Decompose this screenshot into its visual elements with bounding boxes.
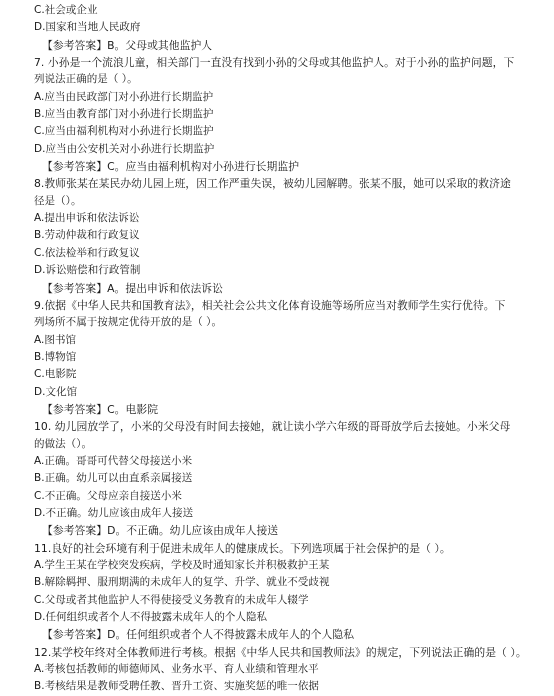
question-text: 12.某学校年终对全体教师进行考核。根据《中华人民共和国教师法》的规定，下列说法正确的是（ ）。 xyxy=(34,645,527,659)
question-text: 8.教师张某在某民办幼儿园上班，因工作严重失误，被幼儿园解聘。张某不服，她可以采取的救济途 xyxy=(34,177,511,191)
reference-answer: 【参考答案】A。提出申诉和依法诉讼 xyxy=(42,281,223,295)
question-text: 9.依据《中华人民共和国教育法》，相关社会公共文化体育设施等场所应当对教师学生实行优待。下 xyxy=(34,298,506,312)
answer-option: C.应当由福利机构对小孙进行长期监护 xyxy=(34,125,214,138)
question-text-continued: 列说法正确的是（ ）。 xyxy=(34,73,138,86)
answer-option: C.不正确。父母应亲自接送小米 xyxy=(34,489,182,502)
reference-answer: 【参考答案】D。不正确。幼儿应该由成年人接送 xyxy=(42,524,279,538)
answer-option: D.不正确。幼儿应该由成年人接送 xyxy=(34,506,194,519)
answer-option: A.图书馆 xyxy=(34,333,77,346)
question-text-continued: 径是（）。 xyxy=(34,194,82,207)
answer-option: A.提出申诉和依法诉讼 xyxy=(34,212,140,225)
question-text-continued: 的做法（）。 xyxy=(34,437,93,450)
reference-answer: 【参考答案】C。电影院 xyxy=(42,402,159,416)
reference-answer: 【参考答案】C。应当由福利机构对小孙进行长期监护 xyxy=(42,160,300,174)
answer-option: D.诉讼赔偿和行政管制 xyxy=(34,264,141,277)
answer-option: B.解除羁押、服刑期满的未成年人的复学、升学、就业不受歧视 xyxy=(34,576,330,589)
answer-option: B.劳动仲裁和行政复议 xyxy=(34,229,140,242)
answer-option: D.国家和当地人民政府 xyxy=(34,21,141,34)
answer-option: A.考核包括教师的师德师风、业务水平、育人业绩和管理水平 xyxy=(34,663,319,676)
answer-option: B.应当由教育部门对小孙进行长期监护 xyxy=(34,108,214,121)
question-text: 11.良好的社会环境有利于促进未成年人的健康成长。下列选项属于社会保护的是（ ）。 xyxy=(34,541,451,555)
answer-option: D.文化馆 xyxy=(34,385,78,398)
question-text-continued: 列场所不属于按规定优待开放的是（ ）。 xyxy=(34,316,223,329)
reference-answer: 【参考答案】D。任何组织或者个人不得披露未成年人的个人隐私 xyxy=(42,628,355,642)
reference-answer: 【参考答案】B。父母或其他监护人 xyxy=(42,38,213,52)
answer-option: C.父母或者其他监护人不得使接受义务教育的未成年人辍学 xyxy=(34,593,309,606)
answer-option: B.正确。幼儿可以由直系亲属接送 xyxy=(34,472,193,485)
answer-option: D.应当由公安机关对小孙进行长期监护 xyxy=(34,142,215,155)
answer-option: A.学生王某在学校突发疾病，学校及时通知家长并积极救护王某 xyxy=(34,559,330,571)
answer-option: D.任何组织或者个人不得披露未成年人的个人隐私 xyxy=(34,611,268,624)
question-text: 10. 幼儿园放学了，小米的父母没有时间去接她，就让读小学六年级的哥哥放学后去接她。小米父母 xyxy=(34,420,511,434)
question-text: 7. 小孙是一个流浪儿童，相关部门一直没有找到小孙的父母或其他监护人。对于小孙的监护问题，下 xyxy=(34,56,515,70)
answer-option: C.社会或企业 xyxy=(34,4,98,16)
answer-option: B.考核结果是教师受聘任教、晋升工资、实施奖惩的唯一依据 xyxy=(34,680,319,693)
answer-option: C.依法检举和行政复议 xyxy=(34,246,140,259)
answer-option: C.电影院 xyxy=(34,368,77,381)
answer-option: B.博物馆 xyxy=(34,350,77,363)
answer-option: A.正确。哥哥可代替父母接送小米 xyxy=(34,454,193,467)
answer-option: A.应当由民政部门对小孙进行长期监护 xyxy=(34,90,214,103)
